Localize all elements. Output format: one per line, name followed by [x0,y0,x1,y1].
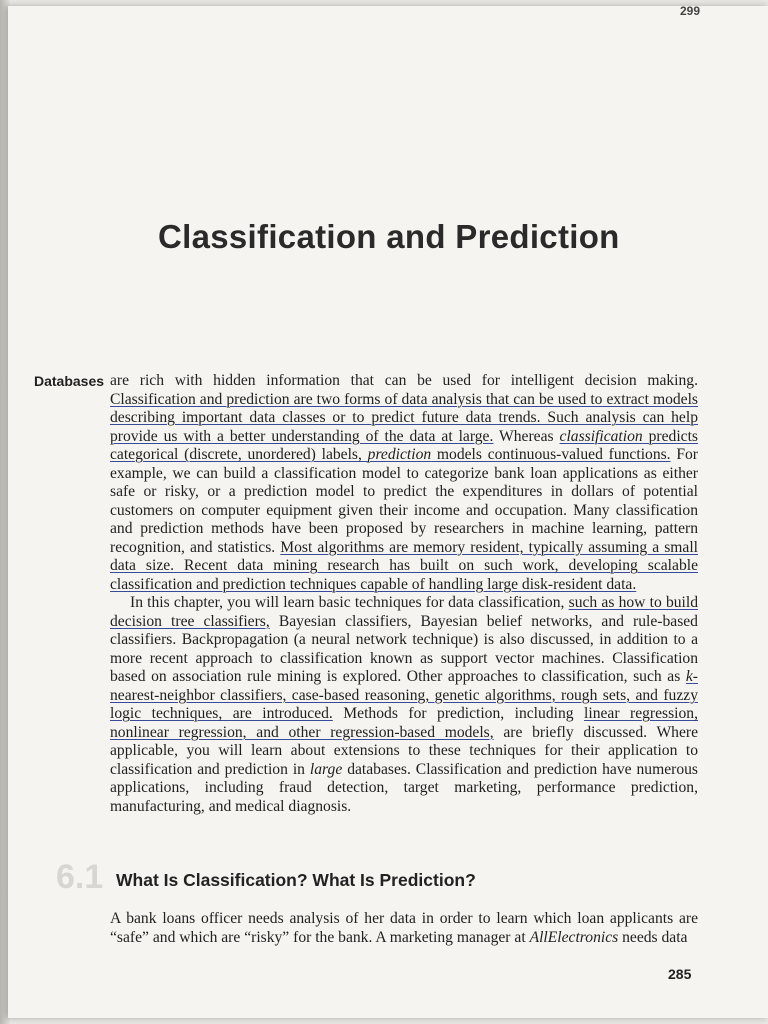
text-run: are briefly discussed. Where applicable, you will learn about extensions to these techniques for their application to classification and prediction in [110,723,698,778]
italic-term: AllElectronics [529,928,619,946]
chapter-overview-paragraph [110,594,698,816]
section-heading: What Is Classification? What Is Prediction? [116,870,476,890]
intro-text [110,372,698,816]
italic-term: prediction [367,446,432,463]
text-run: Bayesian classifiers, Bayesian belief networks, and rule-based classifiers. Backpropagation (a neural network technique) is also discussed, in addition to a more recent approach to classification known as support vector machines. Classification based on association rule mining is explored. Other approaches to classification, such as [110,612,698,685]
underlined-text: Classification and prediction are two forms of data analysis that can be used to extract models describing important data classes or to predict future data trends. Such analysis can help provide us with a better understanding of the data at large. [110,390,698,445]
top-page-number: 299 [680,4,701,18]
text-run: Whereas [493,427,560,445]
text-run: are rich with hidden information that can be used for intelligent decision making. [110,372,698,389]
intro-paragraph [110,372,698,594]
underlined-text: linear regression, nonlinear regression, and other regression-based models, [110,705,698,741]
lead-word: Databases [34,373,105,389]
underlined-text: such as how to build decision tree classifiers, [110,594,698,630]
underlined-text: Most algorithms are memory resident, typically assuming a small data size. Recent data mining research has built on such work, developing scalable classification and prediction techniques capable of handling large disk-resident data. [110,538,698,593]
underlined-text: -nearest-neighbor classifiers, case-based reasoning, genetic algorithms, rough sets, and fuzzy logic techniques, are introduced. [110,668,698,722]
page-number: 285 [668,966,692,982]
italic-term: large [309,760,343,778]
text-run: Methods for prediction, including [332,705,585,722]
chapter-title: Classification and Prediction [158,218,620,255]
section-number: 6.1 [56,858,104,896]
text-run: For example, we can build a classification model to categorize bank loan applications as either safe or risky, or a prediction model to predict the expenditures in dollars of potential customers on computer equipment given their income and occupation. Many classification and prediction methods have been proposed by researchers in machine learning, pattern recognition, and statistics. [110,446,699,556]
text-run: In this chapter, you will learn basic techniques for data classification, [130,594,569,611]
italic-term: k [685,668,693,685]
underlined-text: models continuous-valued functions. [431,446,671,463]
section-paragraph [110,910,698,947]
text-run: databases. Classification and prediction have numerous applications, including fraud detection, target marketing, performance prediction, manufacturing, and medical diagnosis. [110,760,698,815]
text-run: A bank loans officer needs analysis of her data in order to learn which loan applicants are “safe” and which are “risky” for the bank. A marketing manager at [110,910,698,946]
underlined-text: predicts categorical (discrete, unordered) labels, [110,427,699,463]
italic-term: classification [559,427,643,445]
text-run: needs data [618,928,688,946]
